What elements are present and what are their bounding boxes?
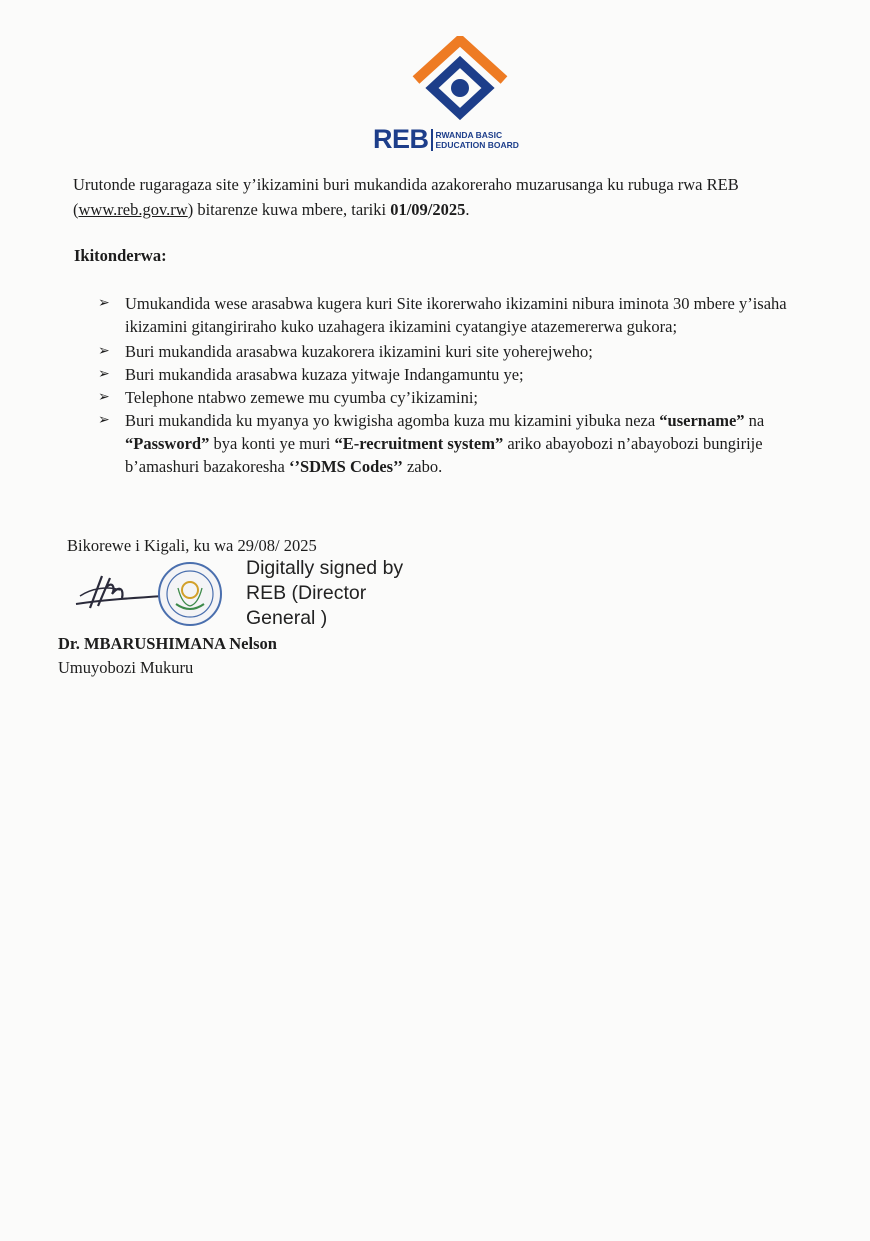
list-item bbox=[98, 409, 834, 478]
logo-full-name-line2: EDUCATION BOARD bbox=[435, 139, 519, 150]
arrow-bullet-icon: ➢ bbox=[98, 390, 110, 405]
intro-text-end: . bbox=[465, 200, 470, 219]
signature-and-seal-icon bbox=[72, 558, 232, 630]
note-text: Telephone ntabwo zemewe mu cyumba cy’ikizamini; bbox=[125, 388, 479, 407]
notes-heading: Ikitonderwa: bbox=[74, 246, 167, 265]
note-text bbox=[125, 411, 764, 476]
logo-wordmark bbox=[373, 124, 519, 155]
logo-abbr: REB bbox=[373, 124, 429, 154]
intro-text-middle: ) bitarenze kuwa mbere, tariki bbox=[187, 200, 391, 219]
note-text-part: bya konti ye muri bbox=[209, 434, 335, 453]
note-text-part: Buri mukandida ku myanya yo kwigisha agomba kuza mu kizamini yibuka neza bbox=[125, 411, 660, 430]
digital-signature-line3: General ) bbox=[246, 607, 328, 629]
arrow-bullet-icon: ➢ bbox=[98, 344, 110, 359]
list-item bbox=[98, 386, 834, 409]
signer-role: Umuyobozi Mukuru bbox=[58, 658, 194, 677]
username-term: “username” bbox=[659, 411, 745, 430]
password-term: “Password” bbox=[125, 434, 210, 453]
intro-text-before: Urutonde rugaragaza site y’ikizamini buri mukandida azakoreraho muzarusanga ku rubuga rwa REB ( bbox=[73, 175, 739, 219]
logo-full-name bbox=[436, 130, 519, 150]
digital-signature-stamp bbox=[246, 556, 403, 631]
note-text-part: ariko abayobozi n’abayobozi bungirije b’amashuri bazakoresha bbox=[125, 434, 763, 476]
note-text: Buri mukandida arasabwa kuzaza yitwaje Indangamuntu ye; bbox=[125, 365, 524, 384]
note-text: Buri mukandida arasabwa kuzakorera ikizamini kuri site yoherejweho; bbox=[125, 342, 593, 361]
signer-name: Dr. MBARUSHIMANA Nelson bbox=[58, 634, 277, 653]
reb-website-link[interactable]: www.reb.gov.rw bbox=[78, 200, 188, 219]
dateline: Bikorewe i Kigali, ku wa 29/08/ 2025 bbox=[67, 536, 317, 555]
note-text-part: zabo. bbox=[402, 457, 443, 476]
arrow-bullet-icon: ➢ bbox=[98, 413, 110, 428]
list-item bbox=[98, 340, 834, 363]
e-recruitment-term: “E-recruitment system” bbox=[334, 434, 504, 453]
logo-divider bbox=[431, 129, 433, 151]
list-item bbox=[98, 292, 834, 338]
note-text-part: na bbox=[744, 411, 765, 430]
logo-full-name-line1: RWANDA BASIC bbox=[435, 129, 503, 140]
note-text: Umukandida wese arasabwa kugera kuri Site ikorerwaho ikizamini nibura iminota 30 mbere y’isaha ikizamini gitangiriraho kuko uzahagera ikizamini cyatangiye atazemererwa gukora; bbox=[125, 294, 787, 336]
arrow-bullet-icon: ➢ bbox=[98, 296, 110, 311]
digital-signature-line2: REB (Director bbox=[246, 582, 367, 604]
notes-list bbox=[98, 292, 834, 478]
digital-signature-line1: Digitally signed by bbox=[246, 557, 404, 579]
arrow-bullet-icon: ➢ bbox=[98, 367, 110, 382]
intro-paragraph bbox=[73, 172, 833, 222]
sdms-codes-term: ‘’SDMS Codes’’ bbox=[289, 457, 403, 476]
deadline-date: 01/09/2025 bbox=[390, 200, 466, 219]
list-item bbox=[98, 363, 834, 386]
